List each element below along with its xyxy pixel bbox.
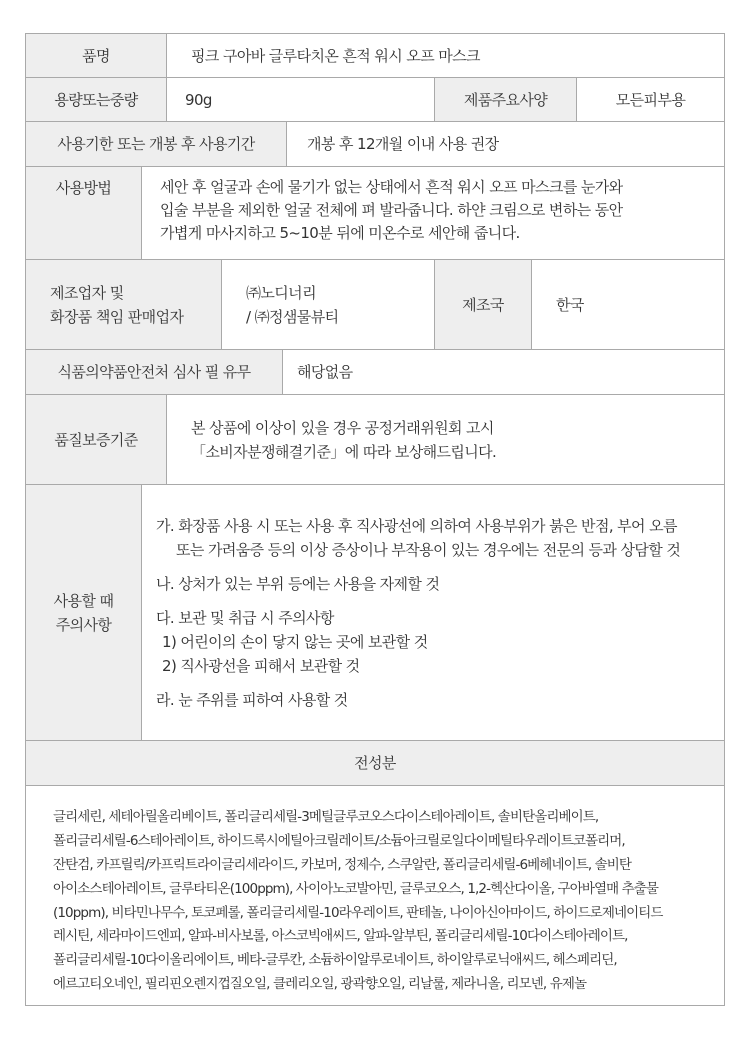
caution-line: 또는 가려움증 등의 이상 증상이나 부작용이 있는 경우에는 전문의 등과 상담할 것 [176,540,681,559]
row-mfds-review [26,350,724,395]
row-capacity [26,78,724,122]
capacity-label: 용량또는중량 [26,78,166,121]
quality-label: 품질보증기준 [26,395,166,484]
ingredients-line: 글리세린, 세테아릴올리베이트, 폴리글리세릴-3메틸글루코오스다이스테아레이트, 솔비탄올리베이트, [53,809,599,825]
country-label: 제조국 [434,260,531,349]
country-value: 한국 [531,260,724,349]
caution-line: 가. 화장품 사용 시 또는 사용 후 직사광선에 의하여 사용부위가 붉은 반점, 부어 오름 [156,516,677,535]
expiry-label: 사용기한 또는 개봉 후 사용기간 [26,122,286,166]
ingredients-line: 잔탄검, 카프릴릭/카프릭트라이글리세라이드, 카보머, 정제수, 스쿠알란, 폴리글리세릴-6베헤네이트, 솔비탄 [53,856,632,873]
product-name-value: 핑크 구아바 글루타치온 흔적 워시 오프 마스크 [166,34,724,77]
caution-item-b [156,572,439,596]
caution-line: 나. 상처가 있는 부위 등에는 사용을 자제할 것 [156,574,440,593]
mfds-review-label: 식품의약품안전처 심사 필 유무 [26,350,282,394]
row-ingredients-header [26,741,724,786]
expiry-value: 개봉 후 12개월 이내 사용 권장 [286,122,724,166]
quality-value [166,395,724,484]
ingredients-line: 에르고티오네인, 필리핀오렌지껍질오일, 클레리오일, 광곽향오일, 리날룰, 제라니올, 리모넨, 유제놀 [53,976,587,993]
caution-label [26,485,141,740]
usage-label: 사용방법 [26,167,141,259]
manufacturer-value-line: ㈜노디너리 [246,283,316,302]
ingredients-line: 아이소스테아레이트, 글루타티온(100ppm), 사이아노코발아민, 글루코오스, 1,2-헥산다이올, 구아바열매 추출물 [53,880,659,897]
product-info-table [25,33,725,1006]
ingredients-line: 폴리글리세릴-6스테아레이트, 하이드록시에틸아크릴레이트/소듐아크릴로일다이메틸타우레이트코폴리머, [53,832,625,849]
caution-label-line: 주의사항 [55,615,112,634]
ingredients-line: (10ppm), 비타민나무수, 토코페롤, 폴리글리세릴-10라우레이트, 판테놀, 나이아신아마이드, 하이드로제네이티드 [53,904,663,921]
main-spec-label: 제품주요사양 [434,78,576,121]
ingredients-list [26,786,724,1005]
row-usage [26,167,724,260]
quality-line: 본 상품에 이상이 있을 경우 공정거래위원회 고시 [191,418,494,437]
capacity-value: 90g [166,78,434,121]
main-spec-value: 모든피부용 [576,78,724,121]
caution-item-a [156,514,680,562]
manufacturer-value-line: / ㈜정샘물뷰티 [246,307,339,326]
caution-line: 다. 보관 및 취급 시 주의사항 [156,608,334,627]
manufacturer-label-line: 제조업자 및 [50,283,124,302]
quality-line: 「소비자분쟁해결기준」에 따라 보상해드립니다. [191,442,497,461]
manufacturer-label-line: 화장품 책임 판매업자 [50,307,184,326]
manufacturer-label [26,260,221,349]
caution-label-line: 사용할 때 [53,591,114,610]
caution-item-d [156,688,348,712]
caution-item-c [156,606,428,678]
usage-line: 가볍게 마사지하고 5~10분 뒤에 미온수로 세안해 줍니다. [160,223,520,242]
caution-line: 라. 눈 주위를 피하여 사용할 것 [156,690,348,709]
usage-line: 세안 후 얼굴과 손에 물기가 없는 상태에서 흔적 워시 오프 마스크를 눈가와 [160,178,623,196]
caution-sub-line: 2) 직사광선을 피해서 보관할 것 [162,656,360,675]
mfds-review-value: 해당없음 [282,350,724,394]
usage-line: 입술 부분을 제외한 얼굴 전체에 펴 발라줍니다. 하얀 크림으로 변하는 동안 [160,200,623,219]
row-product-name [26,34,724,78]
row-caution [26,485,724,741]
caution-sub-line: 1) 어린이의 손이 닿지 않는 곳에 보관할 것 [162,632,428,651]
row-manufacturer [26,260,724,350]
ingredients-line: 폴리글리세릴-10다이올리에이트, 베타-글루칸, 소듐하이알루로네이트, 하이알루로닉애씨드, 헤스페리딘, [53,952,617,969]
usage-value [141,167,724,259]
row-quality [26,395,724,485]
manufacturer-value [221,260,434,349]
row-ingredients [26,786,724,1005]
row-expiry [26,122,724,167]
ingredients-line: 레시틴, 세라마이드엔피, 알파-비사보롤, 아스코빅애씨드, 알파-알부틴, 폴리글리세릴-10다이스테아레이트, [53,928,628,945]
product-name-label: 품명 [26,34,166,77]
caution-list [141,485,724,740]
ingredients-header: 전성분 [26,741,724,785]
